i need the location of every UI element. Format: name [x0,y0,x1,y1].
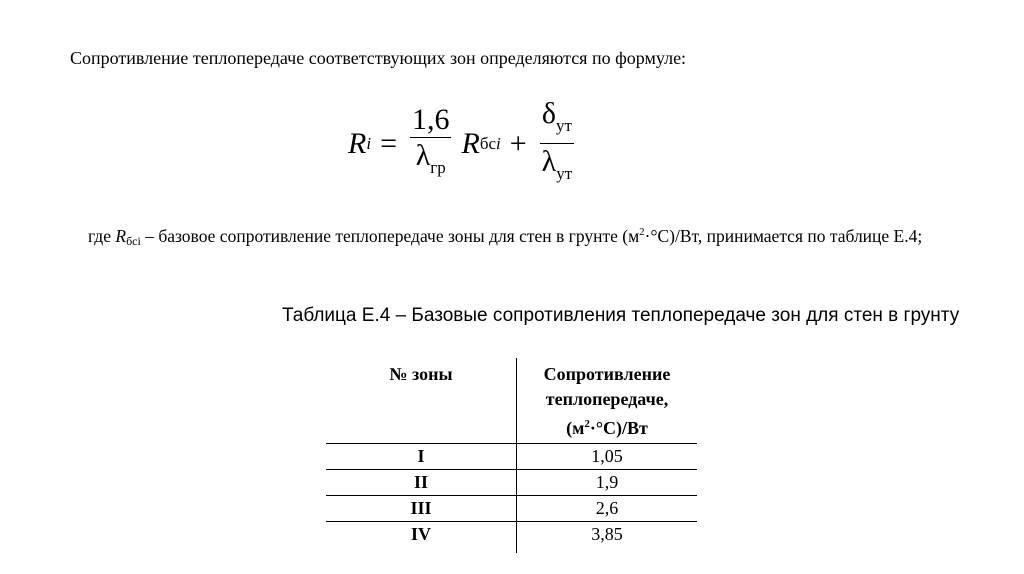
formula-fraction-2 [540,97,574,192]
zone-cell: III [326,496,517,522]
fraction-1-numerator: 1,6 [411,102,450,136]
formula-equals: = [380,127,397,160]
where-sup: 2 [639,226,645,238]
table-header-row [326,358,697,444]
lambda-sub-ut: ут [556,163,573,183]
formula [348,96,578,184]
col-header-line3 [517,412,697,441]
where-prefix: где [88,225,116,246]
formula-r: R [461,127,480,160]
formula-lhs: R [348,127,367,160]
value-cell: 2,6 [517,496,698,522]
formula-r-sub-i: i [496,134,501,153]
fraction-2-denominator [540,144,574,192]
table-row [326,444,697,470]
col-header-unit-a: (м [566,418,585,438]
where-text-1: – базовое сопротивление теплопередаче зоны для стен в грунте (м [140,225,640,246]
where-symbol: R [115,225,127,246]
delta-sub-ut: ут [556,115,572,135]
lambda-symbol: λ [541,144,557,178]
delta-symbol: δ [541,96,557,130]
table-caption: Таблица Е.4 – Базовые сопротивления теплопередаче зон для стен в грунту [282,305,960,326]
fraction-1-denominator [414,138,448,186]
intro-text: Сопротивление теплопередаче соответствующих зон определяются по формуле: [70,48,687,68]
zone-cell: I [326,444,517,470]
fraction-2-numerator [540,97,574,143]
formula-r-sub [480,134,501,154]
value-cell: 3,85 [517,522,698,554]
table-row [326,522,697,554]
value-cell: 1,05 [517,444,698,470]
col-header-unit-sup: 2 [584,418,590,430]
formula-r-sub-text: бс [479,134,497,153]
table-row [326,470,697,496]
zones-table [326,358,697,553]
col-header-zone: № зоны [389,364,453,384]
formula-lhs-sub: i [366,134,372,153]
where-explanation [88,220,958,253]
value-cell: 1,9 [517,470,698,496]
zone-cell: IV [326,522,517,554]
col-header-resistance [517,358,698,444]
lambda-sub-gr: гр [430,157,446,177]
where-text-2: ·°С)/Вт, принимается по таблице Е.4; [644,225,923,246]
lambda-symbol: λ [415,138,431,172]
formula-fraction-1 [410,103,452,186]
formula-plus: + [509,127,527,160]
table-row [326,496,697,522]
col-header-unit-b: ·°С)/Вт [589,418,648,438]
col-header-line2: теплопередаче, [545,389,669,409]
where-symbol-sub: бсі [126,233,141,248]
zone-cell: II [326,470,517,496]
col-header-line1: Сопротивление [543,364,671,384]
